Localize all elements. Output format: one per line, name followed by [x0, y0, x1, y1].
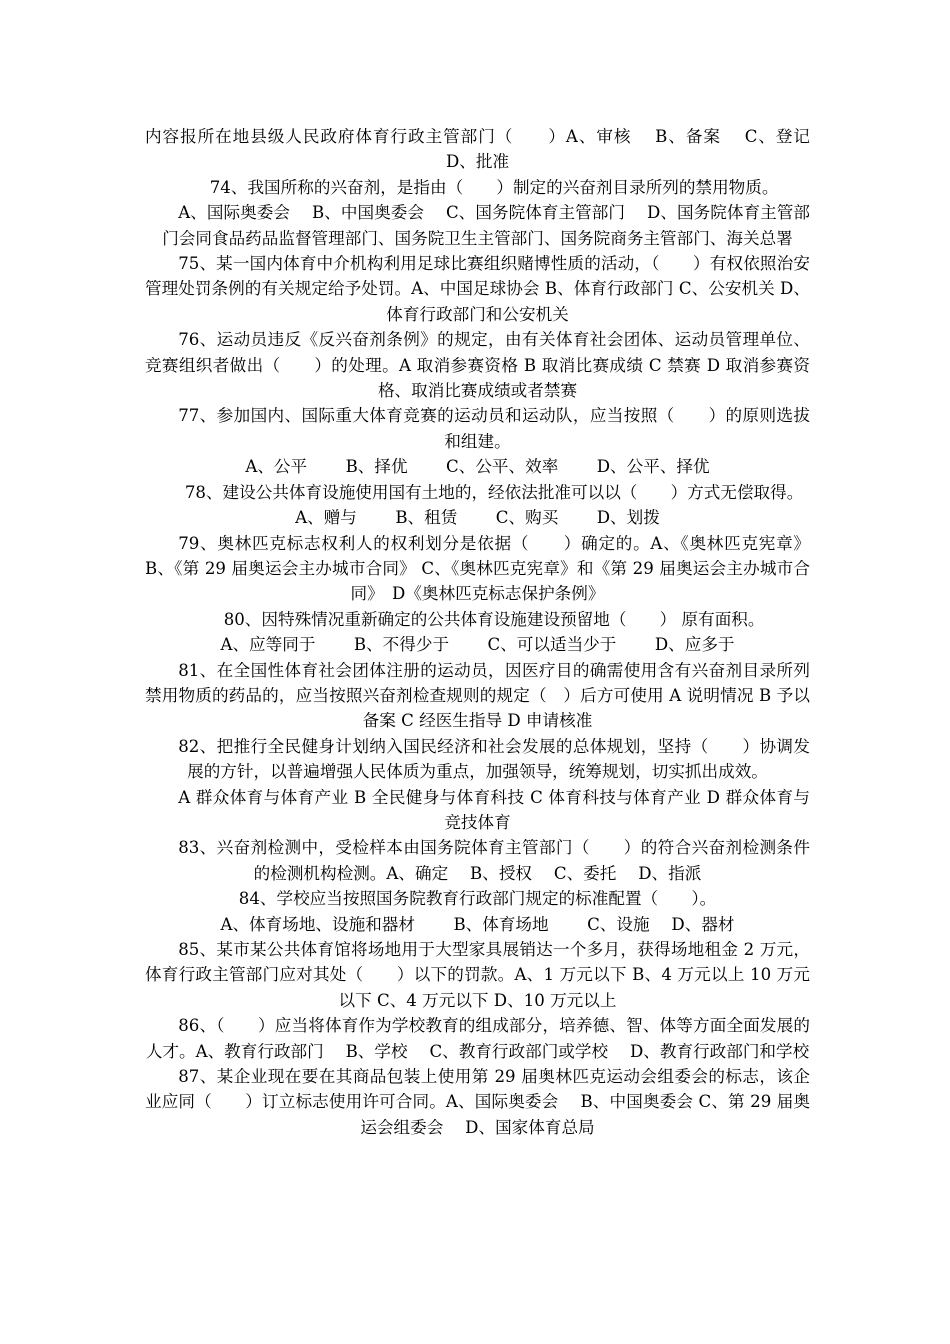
question-87: 87、某企业现在要在其商品包装上使用第 29 届奥林匹克运动会组委会的标志，该企业应同（ ）订立标志使用许可合同。A、国际奥委会 B、中国奥委会 C、第 29 届奥运会组委会 D、国家体育总局 [145, 1067, 810, 1137]
question-80-options: A、应等同于 B、不得少于 C、可以适当少于 D、应多于 [220, 635, 735, 655]
question-77: 77、参加国内、国际重大体育竞赛的运动员和运动队，应当按照（ ）的原则选拔和组建。 [178, 406, 810, 451]
question-82-options: A 群众体育与体育产业 B 全民健身与体育科技 C 体育科技与体育产业 D 群众体育与竞技体育 [178, 787, 810, 832]
question-81: 81、在全国性体育社会团体注册的运动员，因医疗目的确需使用含有兴奋剂目录所列禁用物质的药品的，应当按照兴奋剂检查规则的规定（ ）后方可使用 A 说明情况 B 予以备案 C 经医生指导 D 申请核准 [145, 660, 810, 731]
question-85: 85、某市某公共体育馆将场地用于大型家具展销达一个多月，获得场地租金 2 万元，体育行政主管部门应对其处（ ）以下的罚款。A、1 万元以下 B、4 万元以上 10 万元以下 C、4 万元以下 D、10 万元以上 [145, 940, 810, 1010]
question-76: 76、运动员违反《反兴奋剂条例》的规定，由有关体育社会团体、运动员管理单位、竞赛组织者做出（ ）的处理。A 取消参赛资格 B 取消比赛成绩 C 禁赛 D 取消参赛资格、取消比赛成绩或者禁赛 [145, 330, 810, 401]
question-80: 80、因特殊情况重新确定的公共体育设施建设预留地（ ） 原有面积。 [223, 609, 765, 629]
question-84-options: A、体育场地、设施和器材 B、体育场地 C、设施 D、器材 [220, 914, 735, 934]
question-78: 78、建设公共体育设施使用国有土地的，经依法批准可以以（ ）方式无偿取得。 [184, 482, 804, 502]
question-74: 74、我国所称的兴奋剂，是指由（ ）制定的兴奋剂目录所列的禁用物质。 [209, 177, 779, 197]
question-77-options: A、公平 B、择优 C、公平、效率 D、公平、择优 [245, 457, 710, 477]
document-page [145, 124, 832, 1140]
question-82: 82、把推行全民健身计划纳入国民经济和社会发展的总体规划，坚持（ ）协调发展的方针，以普遍增强人民体质为重点，加强领导，统筹规划，切实抓出成效。 [178, 736, 810, 782]
question-86: 86、（ ）应当将体育作为学校教育的组成部分，培养德、智、体等方面全面发展的人才。A、教育行政部门 B、学校 C、教育行政部门或学校 D、教育行政部门和学校 [145, 1016, 810, 1061]
paragraph-73-continuation: 内容报所在地县级人民政府体育行政主管部门（ ）A、审核 B、备案 C、登记 D、批准 [145, 127, 832, 172]
question-75: 75、某一国内体育中介机构利用足球比赛组织赌博性质的活动，（ ）有权依照治安管理处罚条例的有关规定给予处罚。A、中国足球协会 B、体育行政部门 C、公安机关 D、体育行政部门和公安机关 [145, 254, 810, 324]
question-74-options: A、国际奥委会 B、中国奥委会 C、国务院体育主管部门 D、国务院体育主管部门会同食品药品监督管理部门、国务院卫生主管部门、国务院商务主管部门、海关总署 [162, 203, 810, 248]
question-79: 79、奥林匹克标志权利人的权利划分是依据（ ）确定的。A、《奥林匹克宪章》B、《第 29 届奥运会主办城市合同》 C、《奥林匹克宪章》和《第 29 届奥运会主办城市合同》 D《奥林匹克标志保护条例》 [145, 533, 810, 604]
question-84: 84、学校应当按照国务院教育行政部门规定的标准配置（ ）。 [238, 889, 717, 909]
question-78-options: A、赠与 B、租赁 C、购买 D、划拨 [295, 508, 660, 528]
question-83: 83、兴奋剂检测中，受检样本由国务院体育主管部门（ ）的符合兴奋剂检测条件的检测机构检测。A、确定 B、授权 C、委托 D、指派 [178, 838, 810, 883]
